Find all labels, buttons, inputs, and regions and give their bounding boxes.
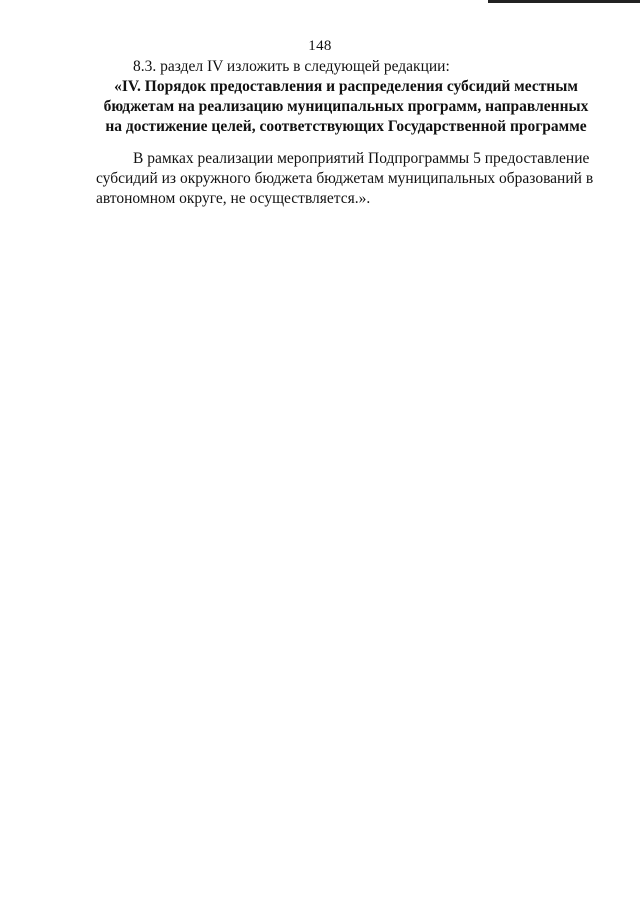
section-title-line-2: бюджетам на реализацию муниципальных программ, направленных bbox=[103, 98, 589, 115]
body-word: мероприятий bbox=[277, 150, 365, 167]
page-number: 148 bbox=[308, 38, 332, 54]
amendment-intro: 8.3. раздел IV изложить в следующей редакции: bbox=[133, 58, 450, 75]
body-line-3: автономном округе, не осуществляется.». bbox=[96, 190, 371, 207]
body-word: В bbox=[133, 150, 144, 167]
body-word: из bbox=[161, 170, 177, 187]
section-title-line-3: на достижение целей, соответствующих Государственной программе bbox=[105, 118, 587, 135]
section-title bbox=[96, 77, 596, 137]
body-word: муниципальных bbox=[387, 170, 496, 187]
top-edge-rule bbox=[488, 0, 640, 3]
body-line-1 bbox=[96, 149, 613, 169]
body-word: субсидий bbox=[96, 170, 158, 187]
body-paragraph bbox=[96, 149, 613, 209]
body-word: реализации bbox=[197, 150, 274, 167]
body-word: бюджета bbox=[254, 170, 313, 187]
body-word: бюджетам bbox=[316, 170, 384, 187]
body-word: образований bbox=[499, 170, 582, 187]
body-word: Подпрограммы bbox=[368, 150, 470, 167]
body-word: рамках bbox=[147, 150, 194, 167]
section-title-line-1: «IV. Порядок предоставления и распределения субсидий местным bbox=[114, 78, 578, 95]
body-word: окружного bbox=[179, 170, 251, 187]
body-line-2 bbox=[96, 169, 613, 189]
body-word: предоставление bbox=[484, 150, 590, 167]
body-word: в bbox=[585, 170, 594, 187]
body-word: 5 bbox=[473, 150, 481, 167]
